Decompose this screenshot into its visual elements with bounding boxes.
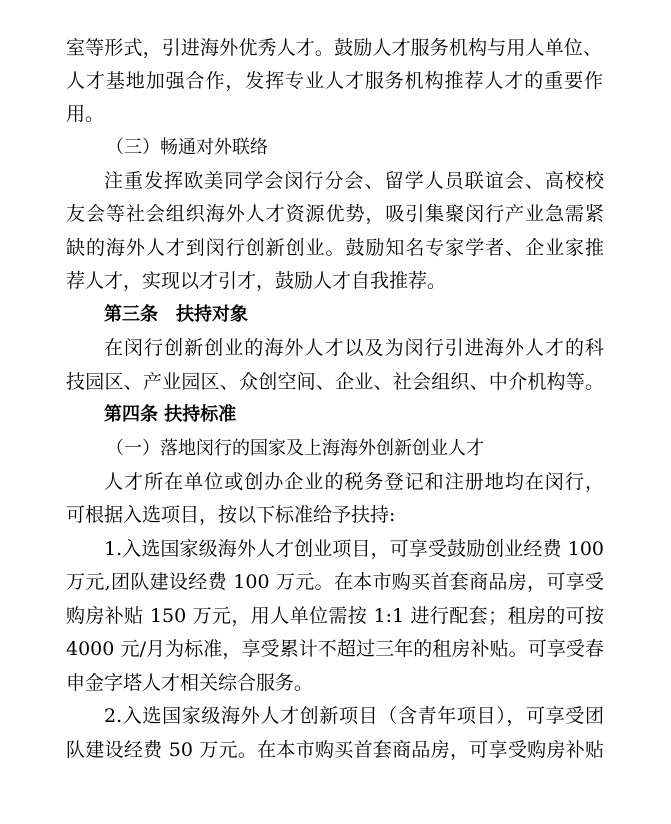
- subsection-heading-text: （三）畅通对外联络: [106, 137, 268, 158]
- text-line: 用。: [66, 103, 105, 125]
- article-heading: [0, 301, 671, 329]
- text-line: 友会等社会组织海外人才资源优势，吸引集聚闵行产业急需紧: [66, 203, 604, 225]
- paragraph-line: [0, 234, 671, 262]
- text-line: 在闵行创新创业的海外人才以及为闵行引进海外人才的科: [104, 337, 604, 359]
- paragraph-line: [0, 167, 671, 195]
- paragraph-line: [0, 468, 671, 496]
- paragraph-line: [0, 67, 671, 95]
- paragraph-line: [0, 602, 671, 630]
- text-line: 技园区、产业园区、众创空间、企业、社会组织、中介机构等。: [66, 371, 604, 393]
- paragraph-line: [0, 267, 671, 295]
- paragraph-line: [0, 200, 671, 228]
- text-line: 万元,团队建设经费 100 万元。在本市购买首套商品房，可享受: [66, 571, 604, 593]
- text-line: 队建设经费 50 万元。在本市购买首套商品房，可享受购房补贴: [66, 739, 604, 761]
- text-line: 注重发挥欧美同学会闵行分会、留学人员联谊会、高校校: [104, 170, 604, 192]
- subsection-heading-text: （一）落地闵行的国家及上海海外创新创业人才: [106, 438, 484, 459]
- paragraph-line: [0, 568, 671, 596]
- text-line: 4000 元/月为标准，享受累计不超过三年的租房补贴。可享受春: [66, 638, 604, 660]
- article-heading: [0, 401, 671, 429]
- text-line: 人才基地加强合作，发挥专业人才服务机构推荐人才的重要作: [66, 70, 603, 92]
- subsection-heading: [0, 435, 671, 463]
- paragraph-line: [0, 702, 671, 730]
- paragraph-line: [0, 100, 671, 128]
- text-line: 申金字塔人才相关综合服务。: [66, 672, 314, 694]
- paragraph-line: [0, 635, 671, 663]
- text-line: 荐人才，实现以才引才，鼓励人才自我推荐。: [66, 270, 447, 292]
- text-line: 1.入选国家级海外人才创业项目，可享受鼓励创业经费 100: [104, 538, 604, 560]
- text-line: 可根据入选项目，按以下标准给予扶持:: [66, 504, 396, 526]
- text-line: 购房补贴 150 万元，用人单位需按 1:1 进行配套；租房的可按: [66, 605, 604, 627]
- text-line: 室等形式，引进海外优秀人才。鼓励人才服务机构与用人单位、: [66, 37, 602, 59]
- article-heading-text: 第三条 扶持对象: [104, 304, 248, 325]
- text-line: 2.入选国家级海外人才创新项目（含青年项目），可享受团: [104, 705, 604, 727]
- text-line: 人才所在单位或创办企业的税务登记和注册地均在闵行，: [104, 471, 604, 493]
- text-line: 缺的海外人才到闵行创新创业。鼓励知名专家学者、企业家推: [66, 237, 604, 259]
- paragraph-line: [0, 535, 671, 563]
- subsection-heading: [0, 134, 671, 162]
- paragraph-line: [0, 334, 671, 362]
- paragraph-line: [0, 368, 671, 396]
- article-heading-text: 第四条 扶持标准: [104, 404, 237, 425]
- paragraph-line: [0, 736, 671, 764]
- paragraph-line: [0, 501, 671, 529]
- paragraph-line: [0, 669, 671, 697]
- paragraph-line: [0, 34, 671, 62]
